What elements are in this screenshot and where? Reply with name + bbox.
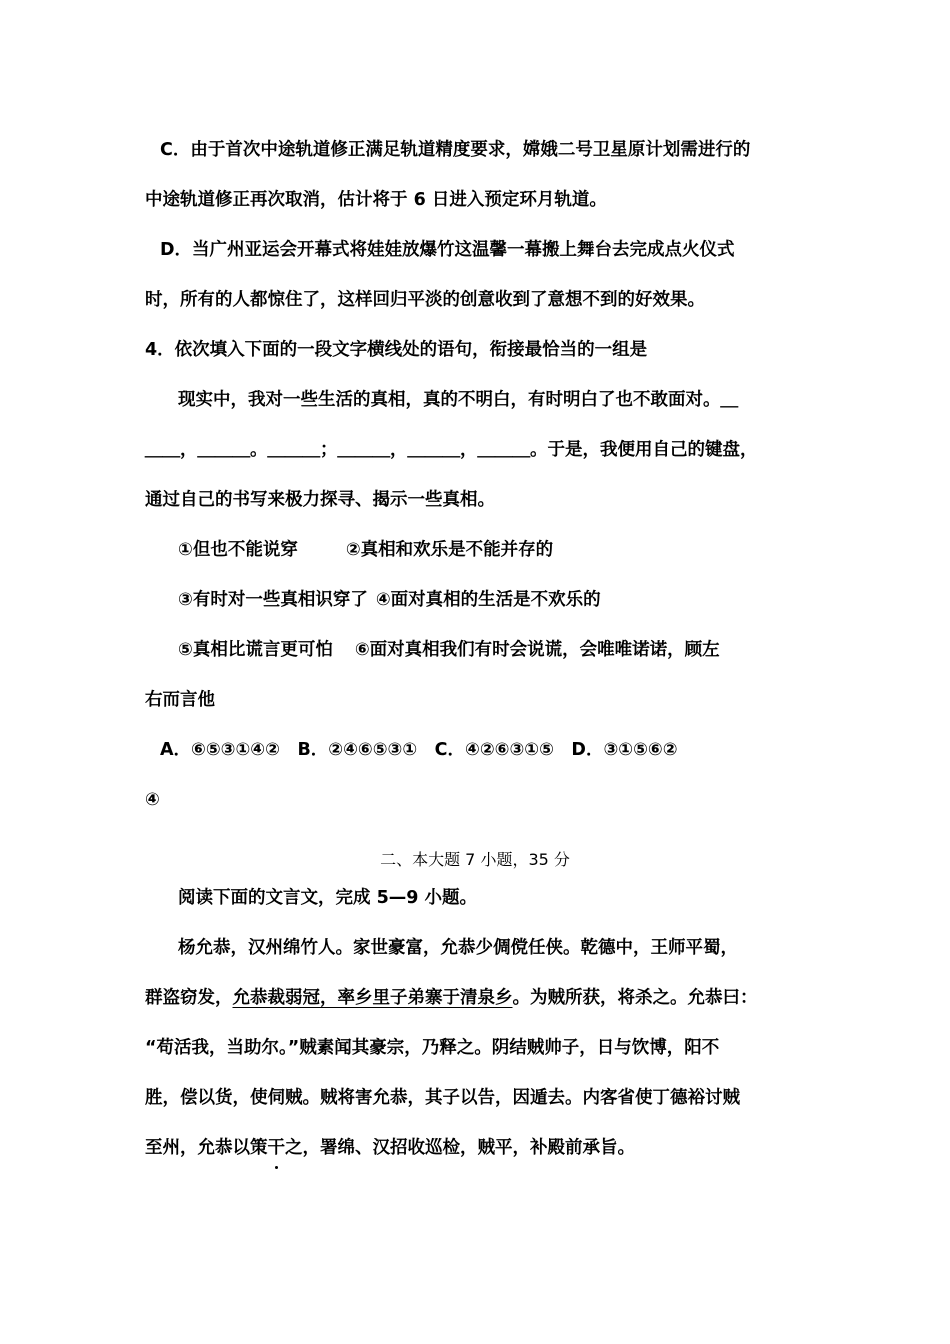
- q4-answer-choices: A．⑥⑤③①④② B．②④⑥⑤③① C．④②⑥③①⑤ D．③①⑤⑥②: [160, 740, 678, 760]
- q4-option-6-continued: 右而言他: [145, 690, 215, 710]
- passage-line1: 杨允恭，汉州绵竹人。家世豪富，允恭少倜傥任侠。乾德中，王师平蜀，: [178, 938, 738, 958]
- passage-line3: “苟活我，当助尔。”贼素闻其豪宗，乃释之。阴结贼帅子，日与饮博，阳不: [145, 1038, 720, 1058]
- passage-line4: 胜，偿以货，使伺贼。贼将害允恭，其子以告，因遁去。内客省使丁德裕讨贼: [145, 1088, 740, 1108]
- emphasized-character-text: 干: [267, 1138, 285, 1158]
- underlined-sentence: 允恭裁弱冠，率乡里子弟寨于清泉乡: [232, 988, 513, 1008]
- q4-paragraph-line1: 现实中，我对一些生活的真相，真的不明白，有时明白了也不敢面对。＿: [178, 390, 738, 410]
- passage-line5-end: 之，署绵、汉招收巡检，贼平，补殿前承旨。: [285, 1138, 635, 1158]
- q4-options-row1: [178, 538, 848, 562]
- q4-answer-choices-continued: ④: [145, 790, 160, 810]
- q3-option-d-line2: 时，所有的人都惊住了，这样回归平淡的创意收到了意想不到的好效果。: [145, 290, 705, 310]
- passage-line2-end: 。为贼所获，将杀之。允恭曰：: [512, 988, 758, 1008]
- q4-option-5: ⑤真相比谎言更可怕: [178, 640, 333, 660]
- q4-paragraph-line3: 通过自己的书写来极力探寻、揭示一些真相。: [145, 490, 495, 510]
- reading-instruction: 阅读下面的文言文，完成 5—9 小题。: [178, 888, 478, 908]
- emphasized-character: [268, 1136, 286, 1160]
- section-heading: 二、本大题 7 小题，35 分: [380, 850, 570, 869]
- q3-option-c-line2: 中途轨道修正再次取消，估计将于 6 日进入预定环月轨道。: [145, 190, 607, 210]
- q3-option-c-line1: C．由于首次中途轨道修正满足轨道精度要求，嫦娥二号卫星原计划需进行的: [160, 140, 751, 160]
- q4-option-2: ②真相和欢乐是不能并存的: [345, 540, 554, 560]
- q4-option-6: ⑥面对真相我们有时会说谎，会唯唯诺诺，顾左: [354, 640, 720, 660]
- passage-line2-start: 群盗窃发，: [145, 988, 233, 1008]
- q4-stem: 4．依次填入下面的一段文字横线处的语句，衔接最恰当的一组是: [145, 340, 648, 360]
- passage-line2: [145, 986, 815, 1010]
- passage-line5: [145, 1136, 815, 1160]
- q4-option-1: ①但也不能说穿: [178, 540, 298, 560]
- q4-options-row3: [178, 638, 848, 662]
- q4-paragraph-line2: ＿＿，＿＿＿。＿＿＿；＿＿＿，＿＿＿，＿＿＿。于是，我便用自己的键盘，: [145, 440, 758, 460]
- q4-option-3: ③有时对一些真相识穿了: [178, 590, 368, 610]
- emphasis-dot: [275, 1166, 278, 1169]
- q3-option-d-line1: D．当广州亚运会开幕式将娃娃放爆竹这温馨一幕搬上舞台去完成点火仪式: [160, 240, 735, 260]
- q4-option-4: ④面对真相的生活是不欢乐的: [375, 590, 601, 610]
- passage-line5-start: 至州，允恭以策: [145, 1138, 268, 1158]
- q4-options-row2: [178, 588, 848, 612]
